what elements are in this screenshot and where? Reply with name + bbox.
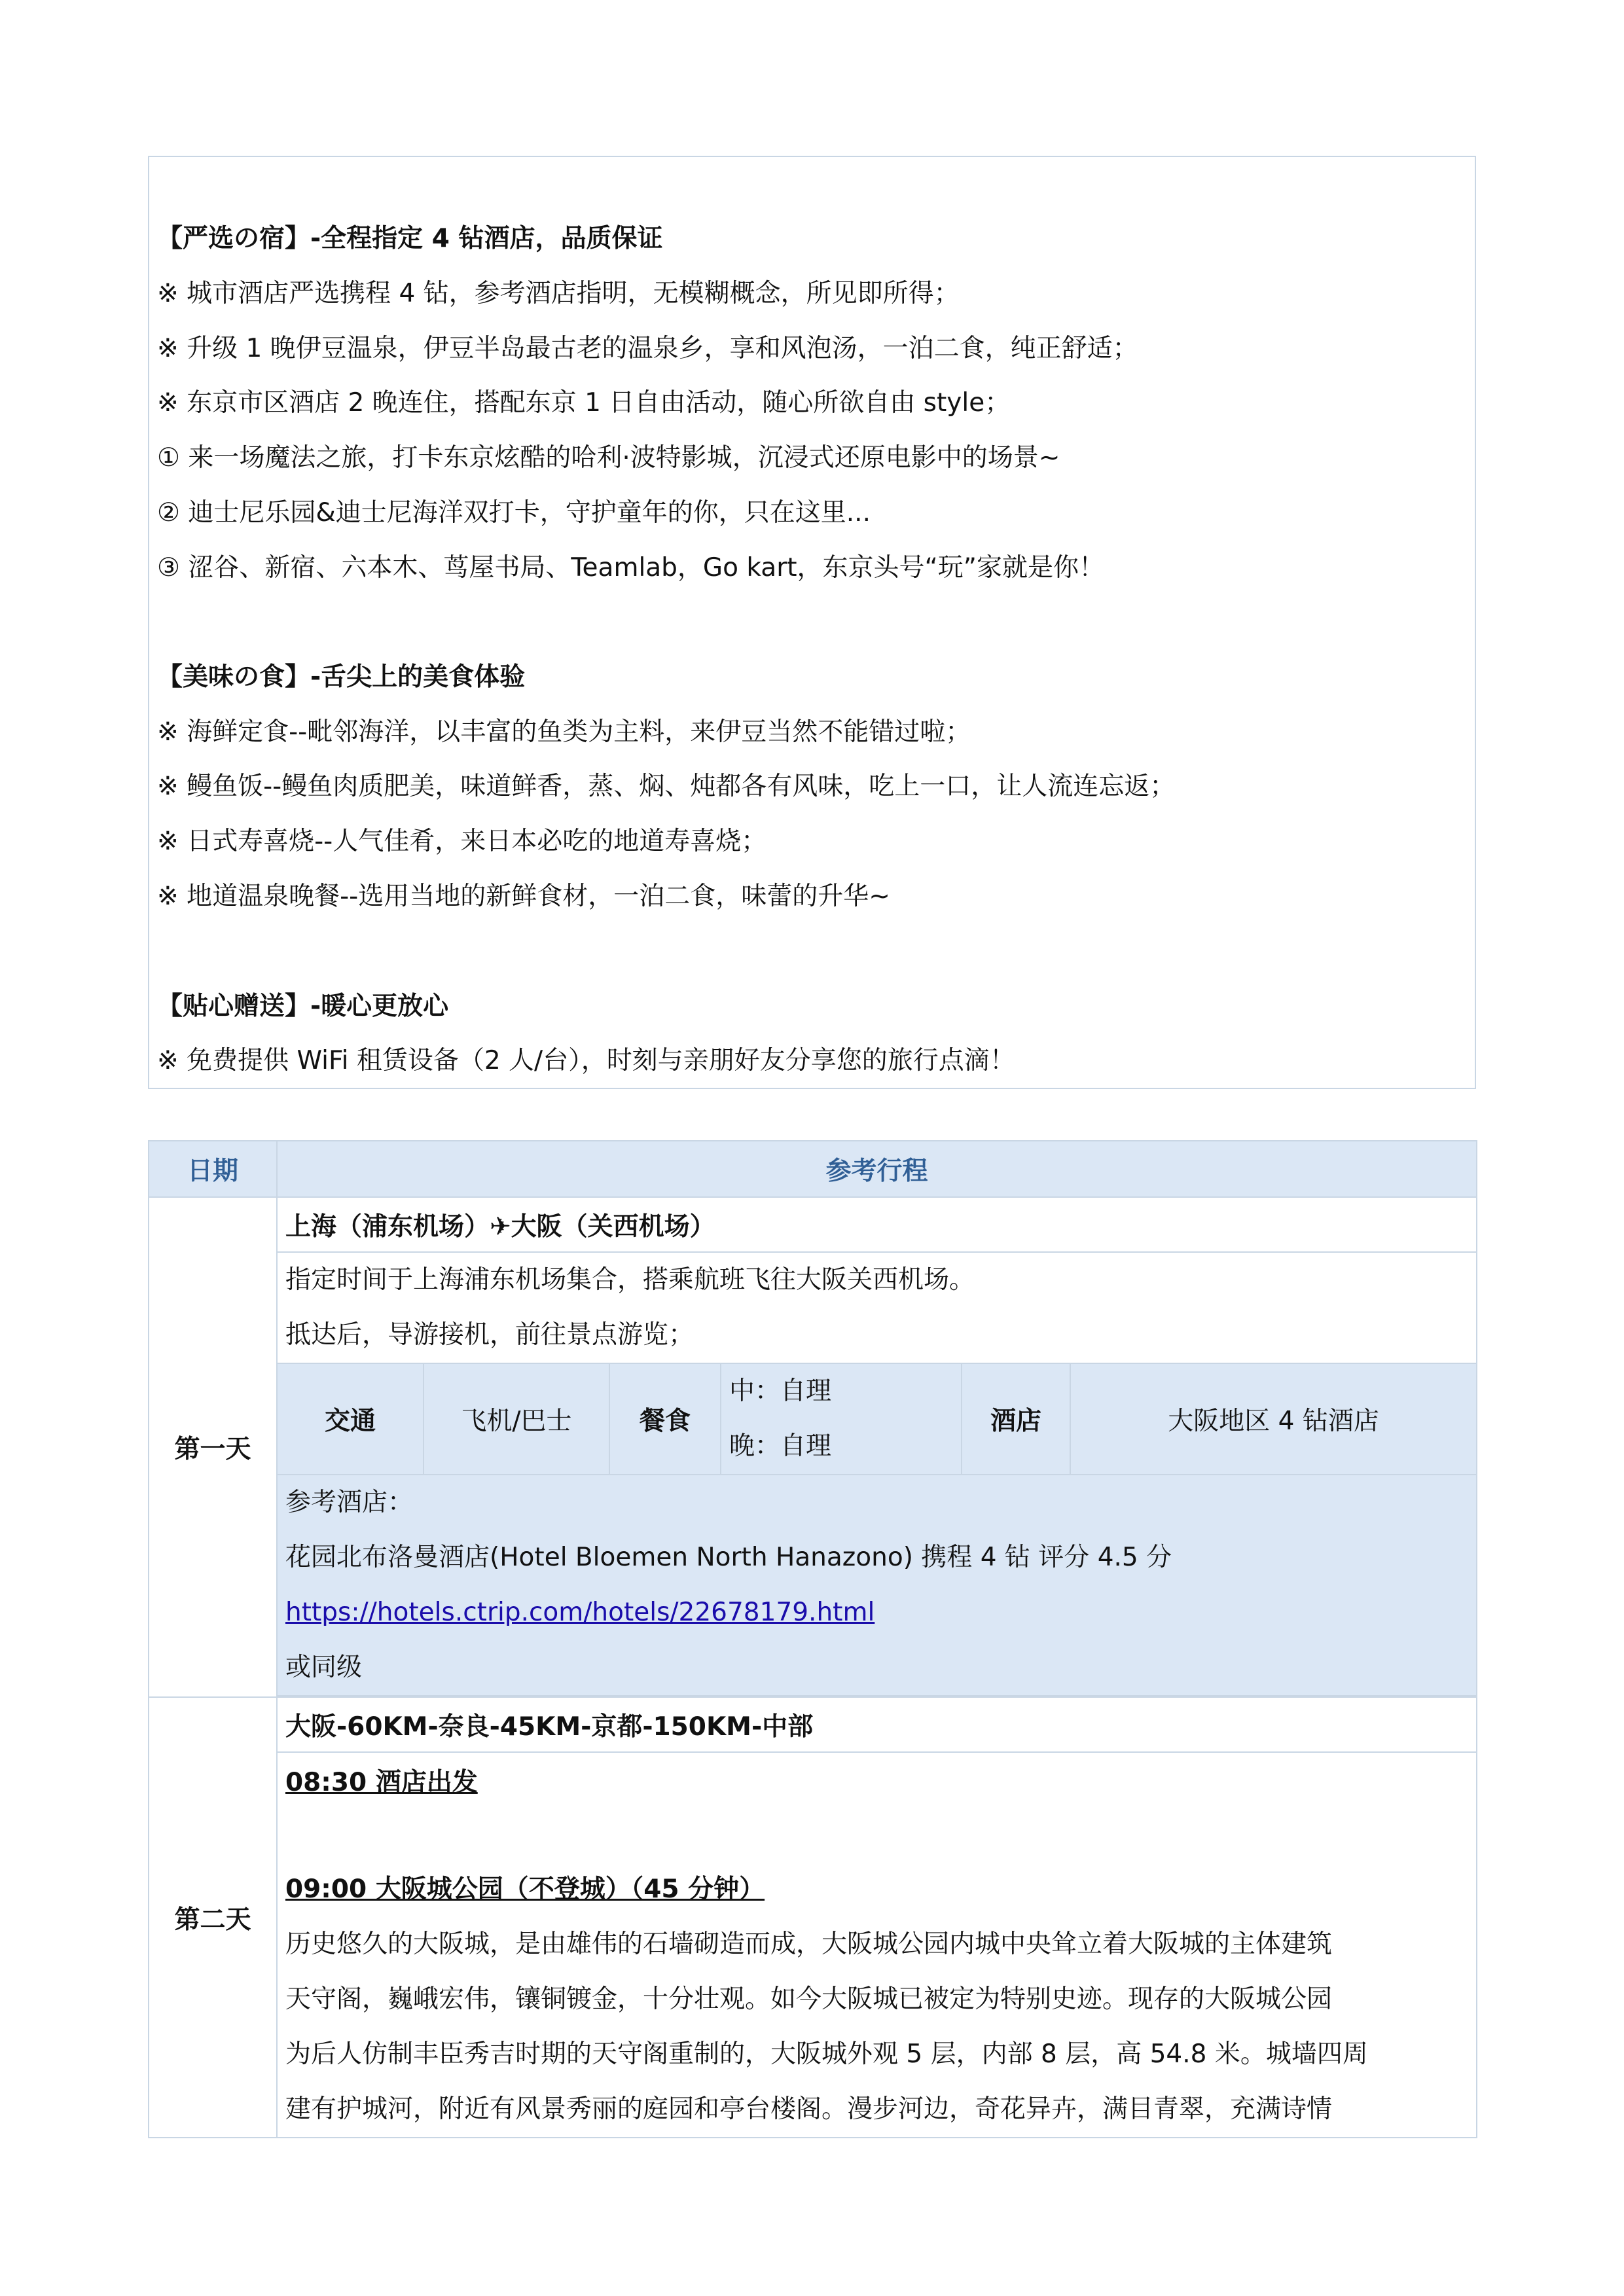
description-line: 抵达后，导游接机，前往景点游览； bbox=[285, 1320, 695, 1350]
table-row bbox=[149, 1697, 1477, 1752]
table-row bbox=[149, 1807, 1477, 2138]
intro-line: ② 迪士尼乐园&迪士尼海洋双打卡，守护童年的你，只在这里... bbox=[157, 498, 871, 528]
day-description bbox=[277, 1252, 1477, 1363]
description-line: 建有护城河，附近有风景秀丽的庭园和亭台楼阁。漫步河边，奇花异卉，满目青翠，充满诗情 bbox=[285, 2094, 1333, 2124]
table-row bbox=[149, 1475, 1477, 1696]
header-itinerary: 参考行程 bbox=[277, 1141, 1477, 1197]
section-title-stay: 【严选の宿】-全程指定 4 钻酒店，品质保证 bbox=[157, 224, 663, 253]
table-row bbox=[149, 1197, 1477, 1252]
header-date: 日期 bbox=[149, 1141, 277, 1197]
schedule-block bbox=[277, 1807, 1477, 2138]
meal-label: 餐食 bbox=[609, 1363, 721, 1475]
info-row bbox=[149, 1363, 1477, 1475]
day-label: 第一天 bbox=[149, 1197, 277, 1697]
day-route: 上海（浦东机场）✈大阪（关西机场） bbox=[277, 1197, 1477, 1252]
day-route: 大阪-60KM-奈良-45KM-京都-150KM-中部 bbox=[277, 1697, 1477, 1752]
reference-title: 参考酒店： bbox=[285, 1488, 414, 1517]
intro-line: ※ 城市酒店严选携程 4 钻，参考酒店指明，无模糊概念，所见即所得； bbox=[157, 279, 960, 308]
intro-line: ③ 涩谷、新宿、六本木、茑屋书局、Teamlab，Go kart，东京头号“玩”家就是你！ bbox=[157, 553, 1104, 583]
table-row bbox=[149, 1752, 1477, 1807]
description-line: 为后人仿制丰臣秀吉时期的天守阁重制的，大阪城外观 5 层，内部 8 层，高 54.8 米。城墙四周 bbox=[285, 2039, 1368, 2069]
intro-line: ※ 鳗鱼饭--鳗鱼肉质肥美，味道鲜香，蒸、焖、炖都各有风味，吃上一口，让人流连忘返； bbox=[157, 772, 1176, 801]
schedule-time: 09:00 大阪城公园（不登城）（45 分钟） bbox=[285, 1874, 765, 1904]
table-header bbox=[149, 1141, 1477, 1197]
reference-hotel-name: 花园北布洛曼酒店(Hotel Bloemen North Hanazono) 携程 4 钻 评分 4.5 分 bbox=[285, 1543, 1172, 1572]
section-title-food: 【美味の食】-舌尖上的美食体验 bbox=[157, 662, 526, 692]
intro-box bbox=[148, 156, 1476, 1089]
intro-line: ① 来一场魔法之旅，打卡东京炫酷的哈利·波特影城，沉浸式还原电影中的场景~ bbox=[157, 443, 1060, 473]
day-label: 第二天 bbox=[149, 1697, 277, 2138]
section-title-gift: 【贴心赠送】-暖心更放心 bbox=[157, 992, 449, 1021]
meal-dinner: 晚：自理 bbox=[729, 1431, 832, 1461]
intro-line: ※ 东京市区酒店 2 晚连住，搭配东京 1 日自由活动，随心所欲自由 style； bbox=[157, 388, 1011, 418]
reference-hotel bbox=[277, 1475, 1477, 1696]
meal-value bbox=[721, 1363, 962, 1475]
intro-line: ※ 日式寿喜烧--人气佳肴，来日本必吃的地道寿喜烧； bbox=[157, 827, 767, 856]
transport-label: 交通 bbox=[277, 1363, 424, 1475]
transport-value: 飞机/巴士 bbox=[424, 1363, 609, 1475]
reference-or-similar: 或同级 bbox=[285, 1653, 363, 1682]
intro-line: ※ 海鲜定食--毗邻海洋，以丰富的鱼类为主料，来伊豆当然不能错过啦； bbox=[157, 717, 971, 747]
table-row bbox=[149, 1252, 1477, 1363]
meal-lunch: 中：自理 bbox=[729, 1376, 832, 1406]
description-line: 历史悠久的大阪城，是由雄伟的石墙砌造而成，大阪城公园内城中央耸立着大阪城的主体建筑 bbox=[285, 1929, 1333, 1959]
hotel-label: 酒店 bbox=[962, 1363, 1070, 1475]
intro-line: ※ 升级 1 晚伊豆温泉，伊豆半岛最古老的温泉乡，享和风泡汤，一泊二食，纯正舒适； bbox=[157, 334, 1138, 363]
intro-line: ※ 免费提供 WiFi 租赁设备（2 人/台），时刻与亲朋好友分享您的旅行点滴！ bbox=[157, 1046, 1015, 1075]
schedule-time: 08:30 酒店出发 bbox=[277, 1752, 1477, 1807]
hotel-value: 大阪地区 4 钻酒店 bbox=[1070, 1363, 1477, 1475]
itinerary-table bbox=[148, 1140, 1477, 2138]
hotel-link[interactable]: https://hotels.ctrip.com/hotels/22678179.html bbox=[285, 1598, 875, 1627]
intro-line: ※ 地道温泉晚餐--选用当地的新鲜食材，一泊二食，味蕾的升华~ bbox=[157, 882, 890, 911]
description-line: 天守阁，巍峨宏伟，镶铜镀金，十分壮观。如今大阪城已被定为特别史迹。现存的大阪城公园 bbox=[285, 1984, 1333, 2014]
description-line: 指定时间于上海浦东机场集合，搭乘航班飞往大阪关西机场。 bbox=[285, 1265, 975, 1295]
